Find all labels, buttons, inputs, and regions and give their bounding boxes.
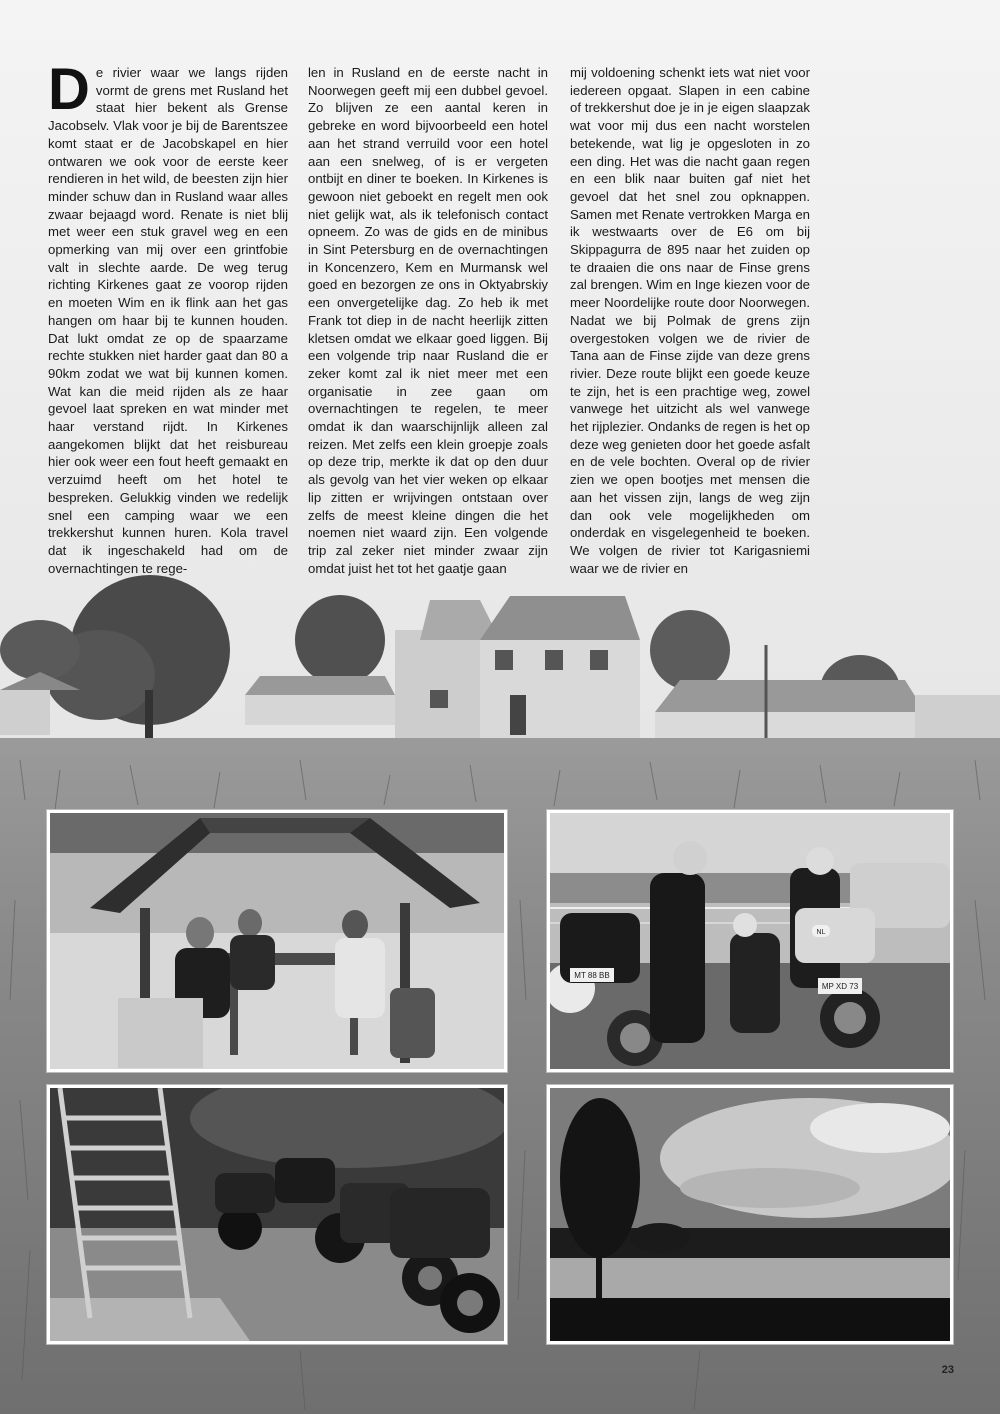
plate-country-code: NL — [816, 929, 826, 936]
licence-plate-right: MP XD 73 — [821, 982, 859, 991]
drop-cap: D — [48, 64, 90, 122]
photo-picnic-shelter — [47, 810, 507, 1072]
article-column-1 — [48, 64, 288, 584]
page-number: 23 — [941, 1364, 954, 1376]
article-column-2: len in Rusland en de eerste nacht in Noorwegen geeft mij een dubbel gevoel. Zo blijven ze een aantal keren in gebreke en word bijvoorbeeld een hotel aan het strand verruild voor een hotel aan een snelweg, of is er vergeten ontbijt en diner te boeken. In Kirkenes is gewoon niet geboekt en regelt men ook niet gelijk wat, als ik telefonisch contact opneem. Zo was de gids en de minibus in Sint Petersburg en de overnachtingen in Koncenzero, Kem en Murmansk wel goed en bezorgen ze ons in Oktyabrskiy een onvergetelijke dag. Zo heb ik met Frank tot diep in de nacht heerlijk zitten kletsen omdat we elkaar goed liggen. Bij een volgende trip naar Rusland die er zeker komt zal ik niet meer met een organisatie in zee gaan om overnachtingen te regelen, te meer omdat ik dan waarschijnlijk alleen zal reizen. Met zelfs een klein groepje zoals op deze trip, merkte ik dat op den duur als gevolg van het vier weken op elkaar lip zitten er wrijvingen ontstaan over zelfs de meest kleine dingen die het noemen niet waard zijn. Een volgende trip zal zeker niet minder zwaar zijn omdat juist het tot het gaatje gaan — [308, 65, 548, 576]
photo-motorcycles-bridge — [547, 810, 953, 1072]
photo-parked-motorcycles — [47, 1085, 507, 1344]
licence-plate-left: MT 88 BB — [574, 971, 610, 980]
photo-lake-landscape — [547, 1085, 953, 1344]
article-column-3: mij voldoening schenkt iets wat niet voor iedereen opgaat. Slapen in een cabine of trekkershut doe je in je eigen slaapzak wat voor mij dus een nacht worstelen betekende, wat lig je opgesloten in zo een ding. Het was die nacht gaan regen en een blik naar buiten gaf niet het gevoel dat het snel zou opknappen. Samen met Renate vertrokken Marga en ik westwaarts over de E6 om bij Skippagurra de 895 naar het zuiden op te draaien die ons naar de Finse grens zal brengen. Wim en Inge kiezen voor de meer Noordelijke route door Noorwegen. Nadat we bij Polmak de grens zijn overgestoken volgen we de rivier de Tana aan de Finse zijde van deze grens rivier. Deze route blijkt een goede keuze te zijn, het is een prachtige weg, zowel vanwege het uitzicht als wel vanwege het rijplezier. Ondanks de regen is het op deze weg genieten door het goede asfalt en de vele bochten. Overal op de rivier zien we open bootjes met mensen die aan het vissen zijn, langs de weg zijn dan ook vele mogelijkheden om onderdak en visgelegenheid te boeken. We volgen de rivier tot Karigasniemi waar we de rivier en — [570, 65, 810, 576]
article-text-column-1: e rivier waar we langs rijden vormt de grens met Rusland het staat hier bekent als Grense Jacobselv. Vlak voor je bij de Barentszee komt staat er de Jacobskapel en hier ontwaren we ook voor de eerste keer rendieren in het wild, de beesten zijn hier minder schuw dan in Rusland waar alles zwaar bejaagd word. Renate is niet blij met weer een stuk gravel weg en een opmerking van mij over een grintfobie valt in slechte aarde. De weg terug richting Kirkenes gaat ze voorop rijden en moeten Wim en ik flink aan het gas hangen om haar bij te kunnen houden. Dat lukt omdat ze op de spaarzame rechte stukken niet harder gaat dan 80 a 90km zodat we wat bij kunnen komen. Wat kan die meid rijden als ze haar gevoel laat spreken en wat minder met haar verstand rijdt. In Kirkenes aangekomen blijkt dat het reisbureau hier ook weer een fout heeft gemaakt en verzuimd heeft om het hotel te bespreken. Gelukkig vinden we redelijk snel een camping waar we een trekkershut kunnen huren. Kola travel dat ik ingeschakeld had om de overnachtingen te rege- — [48, 65, 288, 576]
